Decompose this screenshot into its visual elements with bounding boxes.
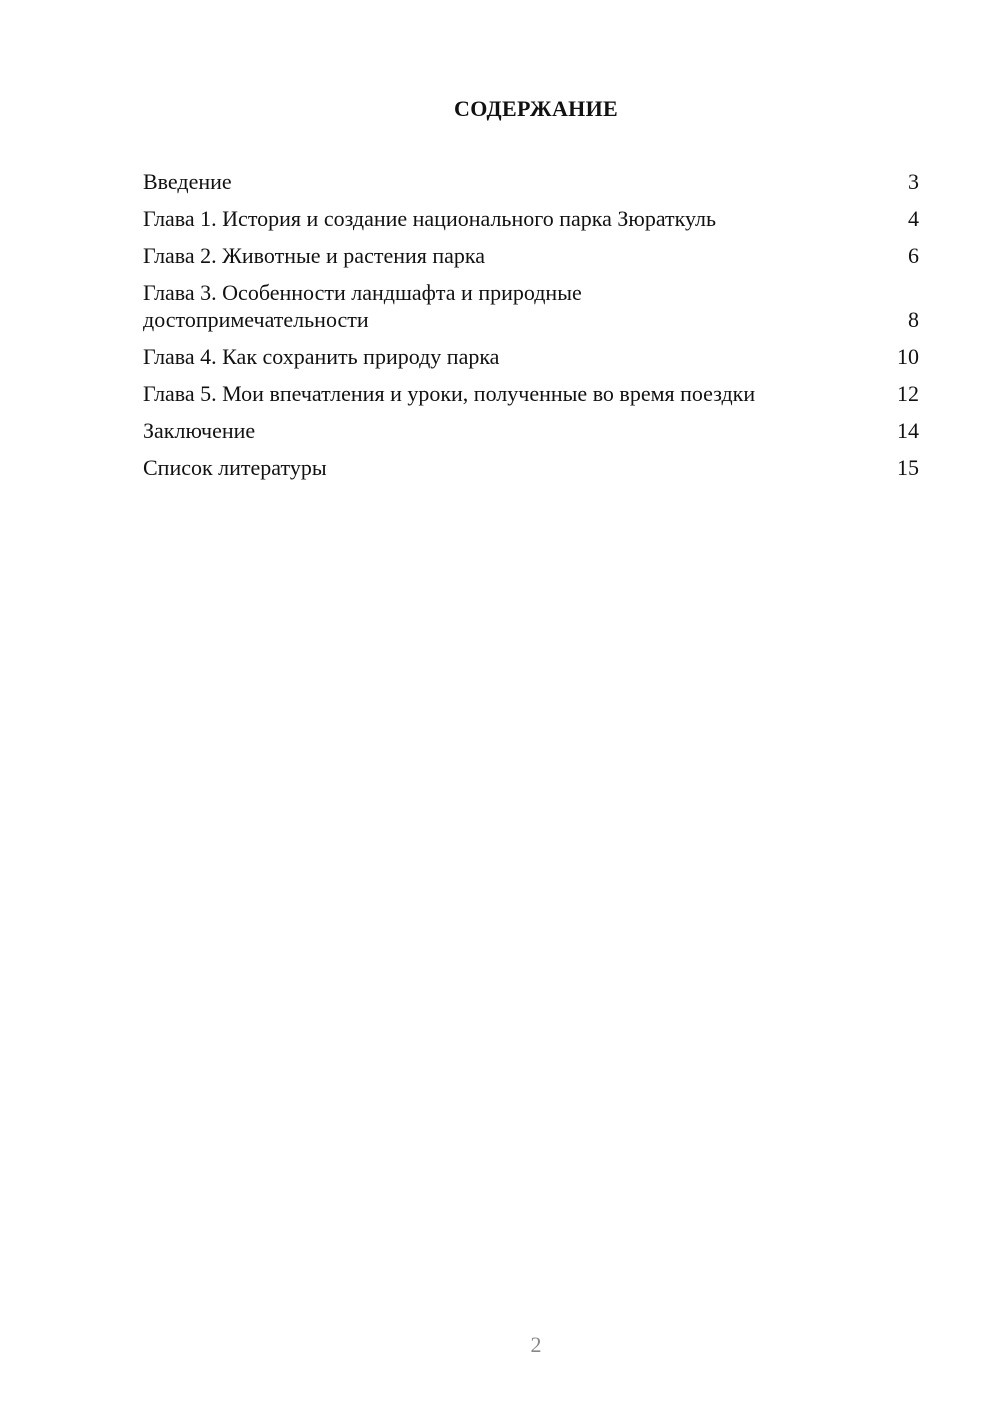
toc-entry <box>143 242 919 269</box>
toc-entry <box>143 454 919 481</box>
toc-entry <box>143 279 919 333</box>
toc-entry-page: 3 <box>908 169 919 194</box>
toc-entry-title: Глава 1. История и создание национального парка Зюраткуль <box>143 206 717 231</box>
toc-entry-page: 14 <box>897 418 919 443</box>
toc-entry-title: Список литературы <box>143 455 327 480</box>
toc-entry-page: 12 <box>897 381 919 406</box>
toc-entry <box>143 168 919 195</box>
page-number: 2 <box>530 1332 542 1357</box>
toc-entry-title: Заключение <box>143 418 256 443</box>
toc-entry-page: 4 <box>908 206 919 231</box>
toc-entry-title: Глава 5. Мои впечатления и уроки, полученные во время поездки <box>143 381 756 406</box>
toc-entry <box>143 417 919 444</box>
toc-entry <box>143 205 919 232</box>
toc-entry-title: Глава 2. Животные и растения парка <box>143 243 486 268</box>
toc-entry-title: Глава 4. Как сохранить природу парка <box>143 344 500 369</box>
toc-entry-page: 8 <box>908 307 919 332</box>
toc-entry-title: Введение <box>143 169 232 194</box>
toc-entry-page: 10 <box>897 344 919 369</box>
toc-entry <box>143 343 919 370</box>
toc-entry <box>143 380 919 407</box>
toc-entry-page: 6 <box>908 243 919 268</box>
toc-entry-page: 15 <box>897 455 919 480</box>
toc-entry-title: Глава 3. Особенности ландшафта и природные достопримечательности <box>143 280 582 332</box>
page-title: СОДЕРЖАНИЕ <box>454 96 618 121</box>
table-of-contents <box>143 168 919 491</box>
